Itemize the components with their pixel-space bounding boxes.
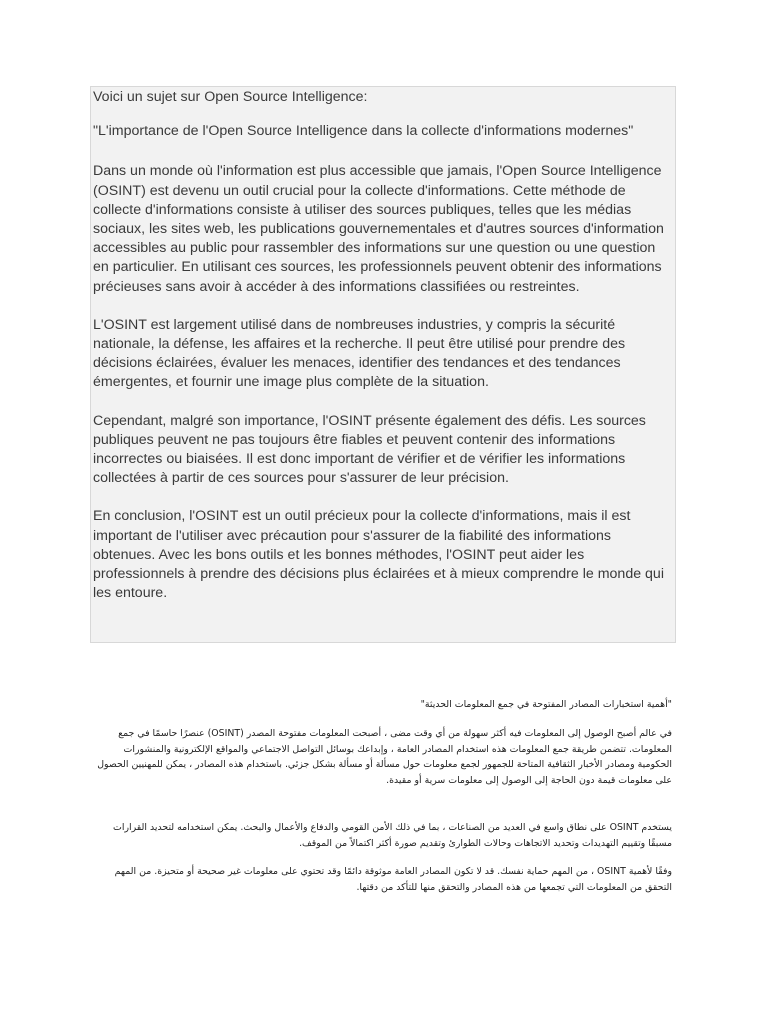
french-text-block (90, 86, 676, 643)
french-paragraph-1: Dans un monde où l'information est plus accessible que jamais, l'Open Source Intelligence (OSINT) est devenu un outil crucial pour la collecte d'informations. Cette méthode de collecte d'informations consiste à utiliser des sources publiques, telles que les médias sociaux, les sites web, les publications gouvernementales et d'autres sources d'information accessibles au public pour rassembler des informations sur une question ou une question en particulier. En utilisant ces sources, les professionnels peuvent obtenir des informations précieuses sans avoir à accéder à des informations classifiées ou restreintes. (93, 163, 664, 295)
arabic-title: "أهمية استخبارات المصادر المفتوحة في جمع المعلومات الحديثة" (420, 699, 672, 710)
french-paragraph-2: L'OSINT est largement utilisé dans de nombreuses industries, y compris la sécurité nationale, la défense, les affaires et la recherche. Il peut être utilisé pour prendre des décisions éclairées, évaluer les menaces, identifier des tendances et des tendances émergentes, et fournir une image plus complète de la situation. (93, 316, 626, 391)
arabic-paragraph-1: في عالم أصبح الوصول إلى المعلومات فيه أكثر سهولة من أي وقت مضى ، أصبحت المعلومات مفتوحة المصدر (OSINT) عنصرًا حاسمًا في جمع المعلومات. تتضمن طريقة جمع المعلومات هذه استخدام المصادر العامة ، وإبداعك بوسائل التواصل الاجتماعي والمواقع الإلكترونية والمنشورات الحكومية ومصادر الأخبار الثقافية المتاحة للجمهور لجمع معلومات حول مسألة أو مسألة بشكل جزئي. باستخدام هذه المصادر ، يمكن للمهنيين الحصول على معلومات قيمة دون الحاجة إلى الوصول إلى معلومات سرية أو مقيدة. (97, 728, 672, 786)
french-title: "L'importance de l'Open Source Intelligence dans la collecte d'informations modernes" (93, 123, 634, 140)
arabic-paragraph-2: يستخدم OSINT على نطاق واسع في العديد من الصناعات ، بما في ذلك الأمن القومي والدفاع والأعمال والبحث. يمكن استخدامه لتحديد القرارات مسبقًا وتقييم التهديدات وتحديد الاتجاهات وحالات الطوارئ وتقديم صورة أكثر اكتمالاً من الموقف. (113, 822, 672, 849)
arabic-paragraph-3: وفقًا لأهمية OSINT ، من المهم حماية نفسك. قد لا تكون المصادر العامة موثوقة دائمًا وقد تحتوي على معلومات غير صحيحة أو متحيزة. من المهم التحقق من المعلومات التي تجمعها من هذه المصادر والتحقق منها للتأكد من دقتها. (114, 866, 672, 893)
french-paragraph-4: En conclusion, l'OSINT est un outil précieux pour la collecte d'informations, mais il est important de l'utiliser avec précaution pour s'assurer de la fiabilité des informations obtenues. Avec les bons outils et les bonnes méthodes, l'OSINT peut aider les professionnels à prendre des décisions plus éclairées et à mieux comprendre le monde qui les entoure. (93, 508, 664, 602)
french-intro: Voici un sujet sur Open Source Intelligence: (93, 89, 368, 105)
french-paragraph-3: Cependant, malgré son importance, l'OSINT présente également des défis. Les sources publiques peuvent ne pas toujours être fiables et peuvent contenir des informations incorrectes ou biaisées. Il est donc important de vérifier et de vérifier les informations collectées à partir de ces sources pour s'assurer de leur précision. (93, 412, 646, 487)
